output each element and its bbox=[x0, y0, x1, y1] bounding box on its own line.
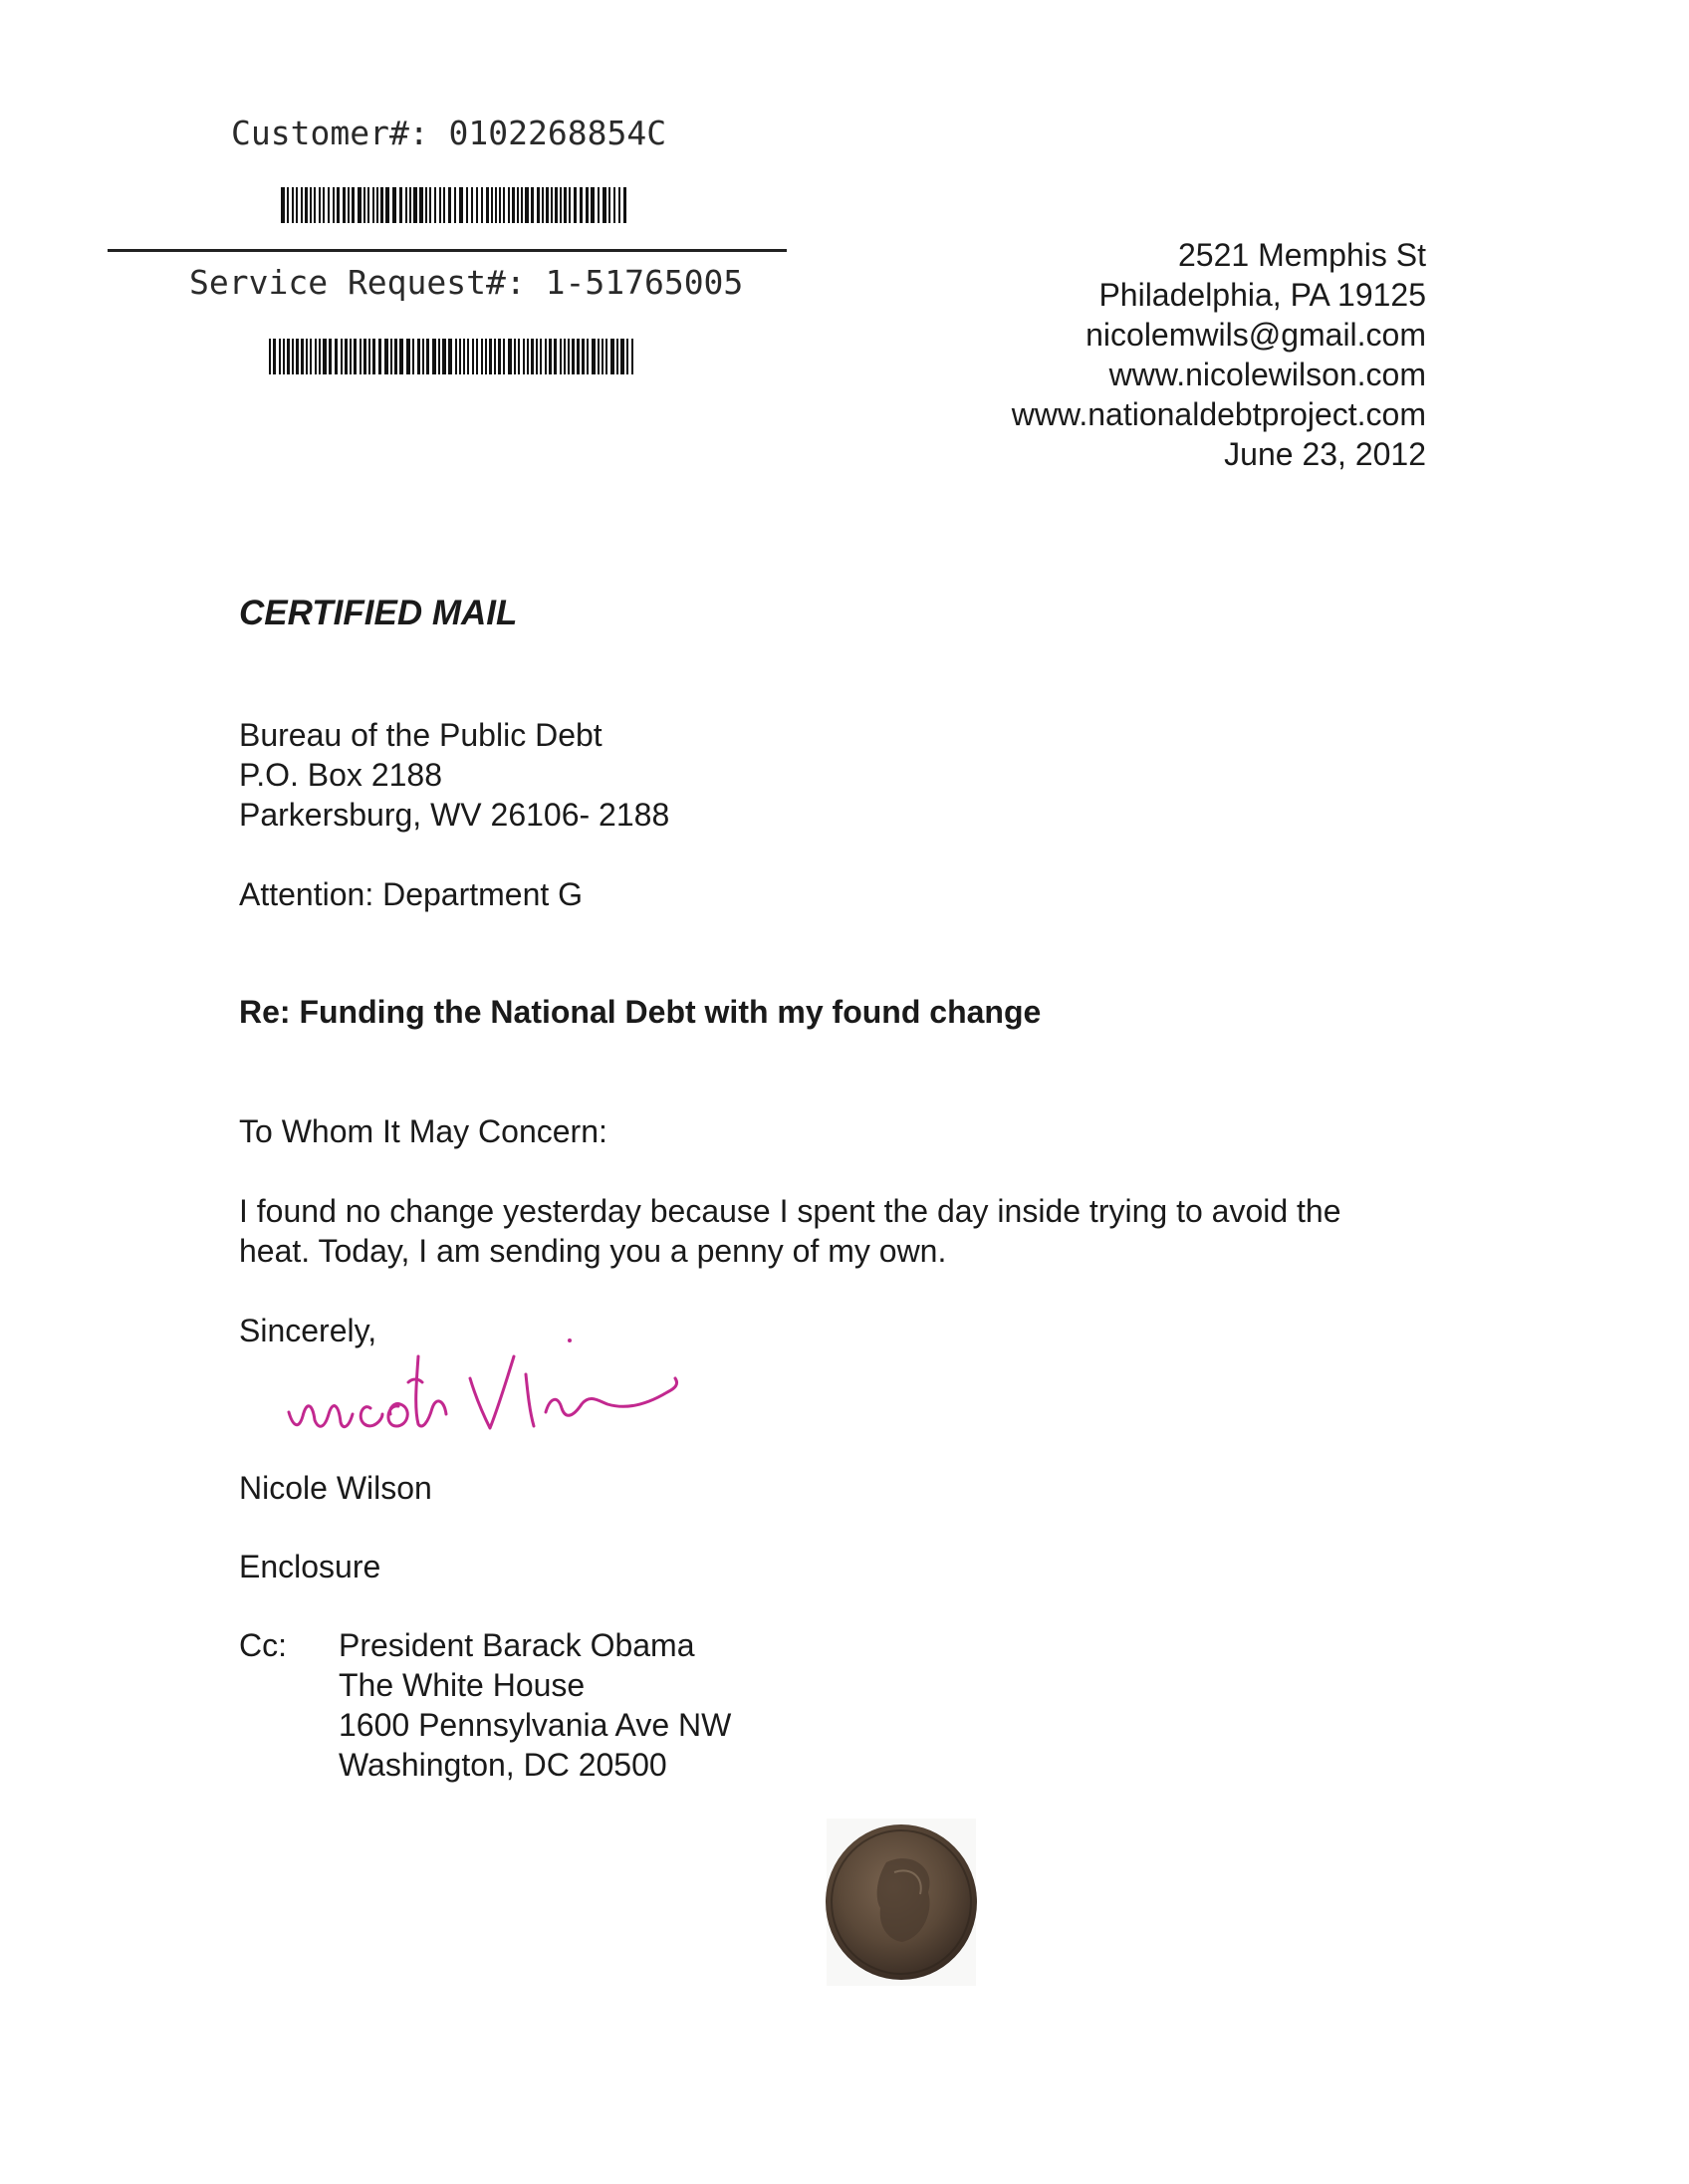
barcode-bar bbox=[459, 187, 463, 223]
barcode-bar bbox=[459, 339, 461, 374]
barcode-bar bbox=[323, 187, 325, 223]
barcode-bar bbox=[419, 187, 423, 223]
barcode-bar bbox=[623, 187, 626, 223]
salutation: To Whom It May Concern: bbox=[239, 1113, 607, 1149]
barcode-bar bbox=[292, 187, 294, 223]
barcode-bar bbox=[472, 339, 474, 374]
barcode-bar bbox=[608, 187, 610, 223]
service-request-number: Service Request#: 1-51765005 bbox=[189, 263, 744, 302]
barcode-bar bbox=[568, 339, 570, 374]
cc-line-2: The White House bbox=[339, 1667, 586, 1703]
barcode-bar bbox=[489, 339, 492, 374]
barcode-bar bbox=[485, 339, 487, 374]
barcode-bar bbox=[292, 339, 294, 374]
barcode-bar bbox=[531, 187, 534, 223]
barcode-bar bbox=[580, 187, 583, 223]
barcode-bar bbox=[315, 339, 317, 374]
barcode-bar bbox=[305, 187, 308, 223]
barcode-bar bbox=[572, 339, 575, 374]
barcode-bar bbox=[417, 339, 420, 374]
barcode-bar bbox=[319, 339, 321, 374]
barcode-bar bbox=[368, 339, 370, 374]
barcode-bar bbox=[348, 187, 350, 223]
barcode-bar bbox=[385, 187, 389, 223]
cc-line-4: Washington, DC 20500 bbox=[339, 1747, 667, 1783]
sender-address-block bbox=[1012, 235, 1426, 474]
barcode-bar bbox=[521, 187, 523, 223]
barcode-bar bbox=[610, 339, 614, 374]
sender-website-2: www.nationaldebtproject.com bbox=[1011, 396, 1426, 432]
barcode-bar bbox=[586, 187, 589, 223]
mail-type-heading: CERTIFIED MAIL bbox=[239, 594, 518, 632]
cc-line-1: President Barack Obama bbox=[339, 1627, 695, 1663]
barcode-bar bbox=[301, 187, 303, 223]
barcode-bar bbox=[463, 339, 465, 374]
barcode-bar bbox=[466, 187, 468, 223]
barcode-bar bbox=[296, 339, 299, 374]
barcode-bar bbox=[372, 187, 374, 223]
recipient-line-2: P.O. Box 2188 bbox=[239, 757, 442, 793]
barcode-bar bbox=[439, 187, 441, 223]
cc-line-3: 1600 Pennsylvania Ave NW bbox=[339, 1707, 732, 1743]
barcode-bar bbox=[518, 339, 520, 374]
barcode-bar bbox=[476, 339, 478, 374]
barcode-bar bbox=[360, 339, 362, 374]
barcode-bar bbox=[560, 339, 562, 374]
cc-label: Cc: bbox=[239, 1627, 287, 1663]
barcode-bar bbox=[454, 187, 456, 223]
barcode-bar bbox=[598, 187, 600, 223]
barcode-bar bbox=[577, 339, 580, 374]
barcode-bar bbox=[582, 339, 585, 374]
barcode-bar bbox=[287, 187, 289, 223]
barcode-bar bbox=[406, 339, 410, 374]
barcode-bar bbox=[495, 187, 497, 223]
barcode-bar bbox=[329, 339, 332, 374]
barcode-bar bbox=[564, 339, 566, 374]
barcode-bar bbox=[378, 339, 381, 374]
barcode-bar bbox=[476, 187, 478, 223]
barcode-bar bbox=[434, 187, 436, 223]
barcode-bar bbox=[598, 339, 600, 374]
barcode-bar bbox=[631, 339, 633, 374]
barcode-bar bbox=[508, 339, 512, 374]
barcode-bar bbox=[514, 339, 516, 374]
barcode-bar bbox=[499, 187, 501, 223]
barcode-bar bbox=[540, 339, 542, 374]
barcode-bar bbox=[337, 187, 340, 223]
header-divider bbox=[108, 249, 787, 252]
barcode-bar bbox=[448, 187, 451, 223]
barcode-bar bbox=[392, 187, 396, 223]
barcode-bar bbox=[616, 339, 618, 374]
barcode-bar bbox=[537, 187, 540, 223]
barcode-bar bbox=[310, 187, 312, 223]
barcode-bar bbox=[409, 187, 411, 223]
barcode-bar bbox=[399, 187, 402, 223]
body-line-1: I found no change yesterday because I spent the day inside trying to avoid the bbox=[239, 1193, 1341, 1229]
closing: Sincerely, bbox=[239, 1313, 377, 1348]
barcode-bar bbox=[546, 187, 549, 223]
barcode-bar bbox=[455, 339, 457, 374]
barcode-bar bbox=[498, 339, 501, 374]
barcode-bar bbox=[618, 187, 620, 223]
sender-website-1: www.nicolewilson.com bbox=[1108, 357, 1426, 392]
barcode-bar bbox=[549, 339, 552, 374]
service-request-barcode bbox=[269, 339, 635, 374]
barcode-bar bbox=[574, 187, 577, 223]
sender-email: nicolemwils@gmail.com bbox=[1086, 317, 1426, 353]
barcode-bar bbox=[405, 187, 407, 223]
barcode-bar bbox=[554, 339, 557, 374]
barcode-bar bbox=[273, 339, 276, 374]
signer-name: Nicole Wilson bbox=[239, 1470, 432, 1506]
barcode-bar bbox=[354, 339, 357, 374]
barcode-bar bbox=[503, 339, 505, 374]
barcode-bar bbox=[564, 187, 567, 223]
letter-body bbox=[239, 1191, 1341, 1271]
barcode-bar bbox=[613, 187, 615, 223]
barcode-bar bbox=[494, 339, 496, 374]
barcode-bar bbox=[380, 187, 383, 223]
barcode-bar bbox=[525, 187, 529, 223]
barcode-bar bbox=[432, 339, 436, 374]
barcode-bar bbox=[306, 339, 308, 374]
barcode-bar bbox=[335, 339, 338, 374]
barcode-bar bbox=[491, 187, 493, 223]
barcode-bar bbox=[587, 339, 589, 374]
barcode-bar bbox=[296, 187, 298, 223]
barcode-bar bbox=[560, 187, 562, 223]
attention-line: Attention: Department G bbox=[239, 876, 584, 912]
barcode-bar bbox=[523, 339, 525, 374]
barcode-bar bbox=[512, 187, 515, 223]
barcode-bar bbox=[542, 187, 544, 223]
sender-city-state-zip: Philadelphia, PA 19125 bbox=[1098, 277, 1426, 313]
barcode-bar bbox=[592, 339, 596, 374]
customer-barcode bbox=[281, 187, 629, 223]
cc-block bbox=[239, 1625, 731, 1785]
barcode-bar bbox=[503, 187, 505, 223]
customer-number: Customer#: 0102268854C bbox=[231, 114, 667, 152]
barcode-bar bbox=[287, 339, 290, 374]
handwritten-signature bbox=[279, 1335, 717, 1454]
barcode-bar bbox=[448, 339, 452, 374]
barcode-bar bbox=[605, 339, 607, 374]
barcode-bar bbox=[443, 187, 445, 223]
barcode-bar bbox=[442, 339, 446, 374]
barcode-bar bbox=[352, 187, 355, 223]
barcode-bar bbox=[467, 339, 469, 374]
barcode-bar bbox=[438, 339, 440, 374]
subject-line: Re: Funding the National Debt with my found change bbox=[239, 994, 1042, 1030]
barcode-bar bbox=[412, 339, 414, 374]
barcode-bar bbox=[341, 339, 343, 374]
barcode-bar bbox=[310, 339, 312, 374]
barcode-bar bbox=[471, 187, 473, 223]
barcode-bar bbox=[422, 339, 424, 374]
barcode-bar bbox=[481, 187, 483, 223]
sender-street: 2521 Memphis St bbox=[1177, 237, 1426, 273]
recipient-line-1: Bureau of the Public Debt bbox=[239, 717, 603, 753]
barcode-bar bbox=[399, 339, 403, 374]
barcode-bar bbox=[527, 339, 529, 374]
barcode-bar bbox=[283, 339, 285, 374]
barcode-bar bbox=[384, 339, 388, 374]
barcode-bar bbox=[301, 339, 304, 374]
recipient-line-3: Parkersburg, WV 26106- 2188 bbox=[239, 797, 670, 833]
barcode-bar bbox=[620, 339, 624, 374]
barcode-bar bbox=[314, 187, 316, 223]
letter-date: June 23, 2012 bbox=[1224, 436, 1426, 472]
barcode-bar bbox=[551, 187, 553, 223]
barcode-bar bbox=[333, 187, 335, 223]
barcode-bar bbox=[363, 187, 365, 223]
barcode-bar bbox=[426, 339, 429, 374]
barcode-bar bbox=[429, 187, 431, 223]
enclosure-note: Enclosure bbox=[239, 1549, 381, 1584]
barcode-bar bbox=[508, 187, 510, 223]
barcode-bar bbox=[363, 339, 366, 374]
barcode-bar bbox=[413, 187, 417, 223]
barcode-bar bbox=[531, 339, 534, 374]
barcode-bar bbox=[591, 187, 595, 223]
barcode-bar bbox=[269, 339, 271, 374]
body-line-2: heat. Today, I am sending you a penny of my own. bbox=[239, 1233, 947, 1269]
barcode-bar bbox=[358, 187, 362, 223]
barcode-bar bbox=[319, 187, 321, 223]
barcode-bar bbox=[394, 339, 397, 374]
barcode-bar bbox=[602, 339, 603, 374]
barcode-bar bbox=[569, 187, 571, 223]
barcode-bar bbox=[323, 339, 327, 374]
barcode-bar bbox=[345, 339, 348, 374]
barcode-bar bbox=[281, 187, 285, 223]
barcode-bar bbox=[545, 339, 547, 374]
barcode-bar bbox=[372, 339, 375, 374]
barcode-bar bbox=[481, 339, 483, 374]
barcode-bar bbox=[328, 187, 330, 223]
barcode-bar bbox=[343, 187, 346, 223]
recipient-address-block bbox=[239, 715, 669, 835]
barcode-bar bbox=[536, 339, 538, 374]
barcode-bar bbox=[486, 187, 489, 223]
barcode-bar bbox=[555, 187, 558, 223]
barcode-bar bbox=[603, 187, 606, 223]
barcode-bar bbox=[390, 339, 392, 374]
barcode-bar bbox=[626, 339, 628, 374]
barcode-bar bbox=[350, 339, 352, 374]
barcode-bar bbox=[279, 339, 281, 374]
barcode-bar bbox=[425, 187, 427, 223]
barcode-bar bbox=[367, 187, 369, 223]
barcode-bar bbox=[376, 187, 378, 223]
barcode-bar bbox=[517, 187, 519, 223]
penny-coin bbox=[817, 1813, 986, 1992]
